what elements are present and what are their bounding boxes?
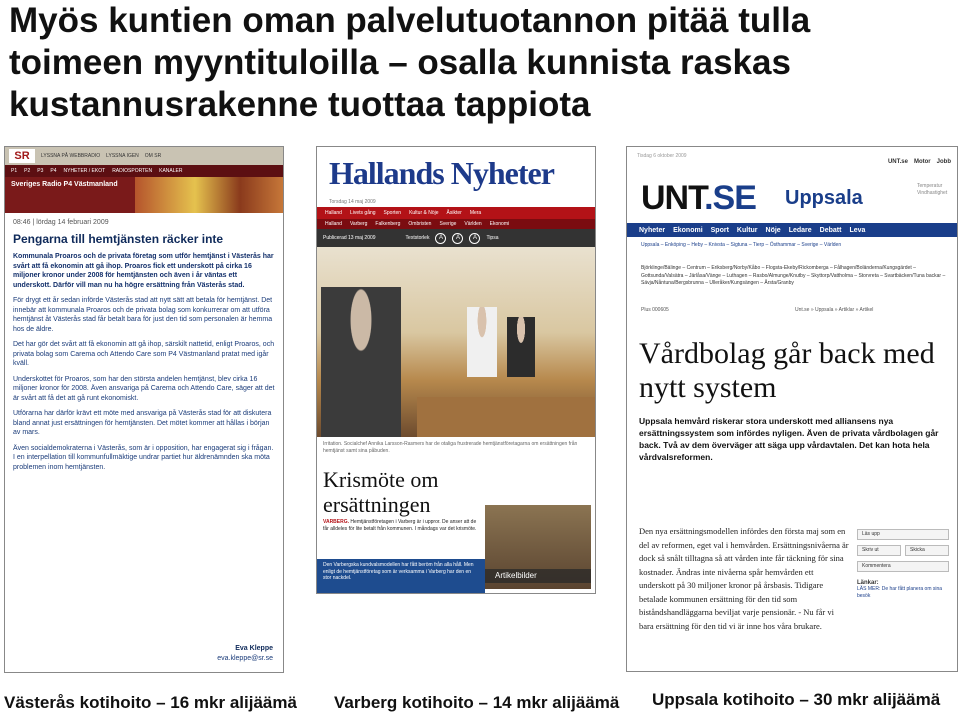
unt-links-item[interactable]: LÄS MER: De har fått planera om sina besök [857,586,943,599]
unt-news-clipping [626,146,958,672]
unt-article-ingress: Uppsala hemvård riskerar stora underskott med alliansens nya ersättningssystem som infördes nyligen. Även de privata vårdbolagen går back. Två av dem överväger att säga upp vårdavtalen. Det kan hota hela vårdvalsreformen. [639,416,939,462]
send-button[interactable]: Skicka [905,545,949,556]
hn-nav-item[interactable]: Sporten [383,210,402,216]
sr-article-paragraph: Det har gör det svårt att få ekonomin att gå ihop, särskilt nattetid, enligt Proaros, och privata bolag som Carema och Attendo Care som P4 Västmanland pratat med igår kväll. [13,341,275,367]
sr-author-name: Eva Kleppe [235,645,273,652]
sr-author-email[interactable]: eva.kleppe@sr.se [217,655,273,662]
sr-nav-item[interactable]: P1 [11,168,18,174]
unt-nav-item[interactable]: Kultur [736,226,758,234]
unt-plus: Plus 000605 [641,307,669,313]
unt-article-tools [857,529,949,600]
sr-nav-item[interactable]: KANALER [159,168,183,174]
sr-article-paragraph: Utförarna har därför krävt ett möte med ansvariga på Västerås stad för att diskutera bland annat just ersättningen för hemtjänsten. Det mötet kommer att hållas i början av mars. [13,410,272,436]
print-button[interactable]: Skriv ut [857,545,901,556]
hn-published: Publicerad 13 maj 2009 [323,235,376,241]
sr-article-paragraph: Underskottet för Proaros, som har den största andelen hemtjänst, blev cirka 16 miljoner kronor för 2008. Även ansvariga på Carema och Attendo Care, säger att det är svårt att få det att gå runt ekonomiskt. [13,375,275,402]
hn-logo: Hallands Nyheter [329,155,554,191]
text-size-small-button[interactable]: A [435,233,446,244]
sr-topbar [5,147,283,165]
hn-article-toolbar [317,229,595,247]
sr-channel-name: Sveriges Radio P4 Västmanland [11,181,118,188]
hn-nav-item[interactable]: Mera [469,210,482,216]
sr-news-clipping [4,146,284,673]
hn-tip-link[interactable]: Tipsa [486,235,499,241]
unt-logo [641,179,756,218]
slide-title-line-1: Myös kuntien oman palvelutuotannon pitää tulla [9,1,811,40]
sr-top-link[interactable]: LYSSNA PÅ WEBBRADIO [41,153,101,159]
sr-nav-item[interactable]: P4 [50,168,57,174]
unt-nav-item[interactable]: Ekonomi [673,226,703,234]
unt-tab[interactable]: Motor [913,159,931,165]
sr-nav-item[interactable]: P2 [24,168,31,174]
sr-nav-item[interactable]: NYHETER / EKOT [63,168,106,174]
hn-subnav-item[interactable]: Ombristen [408,221,432,227]
hn-gallery[interactable] [485,505,591,589]
unt-article-body: Den nya ersättningsmodellen infördes den första maj som en del av reformen, eget val i hemvården. Ersättningsnivåerna är dock så snålt tilltagna så att vården inte får täckning för sina kostnader. Ändras inte nivåerna spår hemvården ett underskott på 30 miljoner kronor på årsbasis. Tidigare betalade kommunen ersättning för den tid som biståndshandläggarna beviljat varje pensionär. - Nu får vi bara ersättning för den tid vi är inne hos våra brukare. [639,526,849,631]
unt-tabs [888,159,951,165]
unt-nav-item[interactable]: Nöje [765,226,781,234]
unt-logo-main: UNT [641,179,705,217]
caption-uppsala: Uppsala kotihoito – 30 mkr alijäämä [652,690,941,709]
unt-nav-item[interactable]: Leva [849,226,866,234]
slide-title-line-3: kustannusrakenne tuottaa tappiota [9,85,591,124]
unt-nav-item[interactable]: Ledare [788,226,812,234]
unt-nav-item[interactable]: Debatt [819,226,842,234]
sr-article-date: 08:46 | lördag 14 februari 2009 [13,219,109,226]
hn-subnav-item[interactable]: Falkenberg [375,221,401,227]
unt-links-title: Länkar: [857,580,879,586]
hn-date: Torsdag 14 maj 2009 [329,199,376,205]
slide-title-line-2: toimeen myyntituloilla – osalla kunnista raskas [9,43,791,82]
unt-logo-sub: Uppsala [785,187,863,209]
unt-nav-item[interactable]: Nyheter [639,226,666,234]
sr-article-headline: Pengarna till hemtjänsten räcker inte [13,232,224,246]
unt-nav-item[interactable]: Sport [710,226,729,234]
unt-main-nav [627,223,957,237]
hn-lead-place: VARBERG. [323,519,350,525]
sr-banner [5,147,283,213]
hn-subnav-item[interactable]: Halland [325,221,342,227]
sr-top-link[interactable]: OM SR [144,153,162,159]
sr-nav [5,165,283,177]
hn-nav-item[interactable]: Halland [325,210,342,216]
hn-photo-caption: Irritation. Socialchef Annika Larsson-Rasmers har de otaliga frustrerade hemtjänstföretagarna om ersättningen från hemtjänst samt sina påbuden. [323,441,578,454]
hn-article-photo [317,247,595,437]
sr-article-paragraph: Även socialdemokraterna i Västerås, som är i opposition, har engagerat sig i frågan. I en interpellation till kommunfullmäktige undrar partiet hur äldrenämnden ska möta problemen inom hemtjänsten. [13,444,274,471]
unt-area-links[interactable]: Björklinge/Bälinge – Centrum – Eriksberg/Norby/Kåbo – Flogsta-Ekeby/Rickomberga – Fålhagen/Boländerna/Kungsgärdet – Gottsunda/Valsätra – Järlåsa/Vänge – Luthagen – Rasbo/Almunge/Knutby – Skyttorp/Vattholma – Storvreta – Svartbäcken/Tuna backar – Sävja/Nåntuna/Bergsbrunna – Ulleråker/Kungsängen – Årsta/Granby [641,265,946,286]
hn-subnav-item[interactable]: Ekonomi [489,221,510,227]
comment-button[interactable]: Kommentera [857,561,949,572]
hn-gallery-label: Artikelbilder [485,569,591,583]
text-size-medium-button[interactable]: A [452,233,463,244]
unt-tab[interactable]: UNT.se [887,159,908,165]
unt-article-headline: Vårdbolag går back med nytt system [639,337,935,404]
hn-main-nav [317,207,595,219]
sr-article-ingress: Kommunala Proaros och de privata företag som utför hemtjänst i Västerås har svårt att få ekonomin att gå ihop. Proaros fick ett underskott på cirka 16 miljoner kronor under 2008 för hemtjänsten och även i år väntas ett underskott. Därför vill man nu ha högre ersättning från Västerås stad. [13,253,274,289]
sr-top-link[interactable]: LYSSNA IGEN [106,153,139,159]
unt-logo-dot: .SE [704,179,756,217]
hn-lead-text: Hemtjänstföretagen i Varberg är i uppror. De anser att de får alldeles för lite betalt från kommunen. I måndags var det krismöte. [323,519,477,532]
hn-sub-nav [317,219,595,229]
caption-varberg: Varberg kotihoito – 14 mkr alijäämä [334,693,620,712]
sr-article [5,213,283,482]
hn-subnav-item[interactable]: Världen [464,221,482,227]
hn-news-clipping [316,146,596,594]
sr-nav-item[interactable]: RADIOSPORTEN [112,168,153,174]
hn-subnav-item[interactable]: Sverige [439,221,457,227]
sr-logo: SR [9,149,35,163]
sr-author [217,644,273,664]
text-size-large-button[interactable]: A [469,233,480,244]
hn-article-lead [317,519,487,532]
unt-date: Tisdag 6 oktober 2009 [637,153,687,159]
unt-weather: Temperatur Vindhastighet [917,183,948,196]
sr-banner-photo [135,177,284,213]
sr-article-paragraph: För drygt ett år sedan införde Västerås stad att nytt sätt att betala för hemtjänst. Det innebär att kommunala Proaros och de privata bolag som konkurrerar om att utföra hemtjänst åt Västerås stad får betalt bara för just den tid som personalen är hemma hos de äldre. [13,297,273,333]
unt-sub-nav[interactable]: Uppsala – Enköping – Heby – Knivsta – Sigtuna – Tierp – Östhammar – Sverige – Världen [641,242,842,248]
caption-vasteras: Västerås kotihoito – 16 mkr alijäämä [4,693,297,712]
hn-textsize-label: Textstorlek [405,235,430,241]
hn-nav-item[interactable]: Livets gång [349,210,376,216]
breadcrumb[interactable]: Unt.se » Uppsala » Artiklar » Artikel [795,307,874,313]
hn-nav-item[interactable]: Kultur & Nöje [409,210,439,216]
read-aloud-button[interactable]: Läs upp [857,529,949,540]
hn-subnav-item[interactable]: Varberg [349,221,368,227]
hn-article-headline: Krismöte om ersättningen [323,467,439,517]
hn-info-box: Den Varbergska kundvalsmodellen har fått beröm från alla håll. Men enligt de hemtjänstföretag som är verksamma i Varberg har den en stor nackdel. [317,559,485,593]
sr-nav-item[interactable]: P3 [37,168,44,174]
slide-title [9,0,949,126]
unt-tab[interactable]: Jobb [936,159,951,165]
hn-nav-item[interactable]: Åsikter [446,210,462,216]
